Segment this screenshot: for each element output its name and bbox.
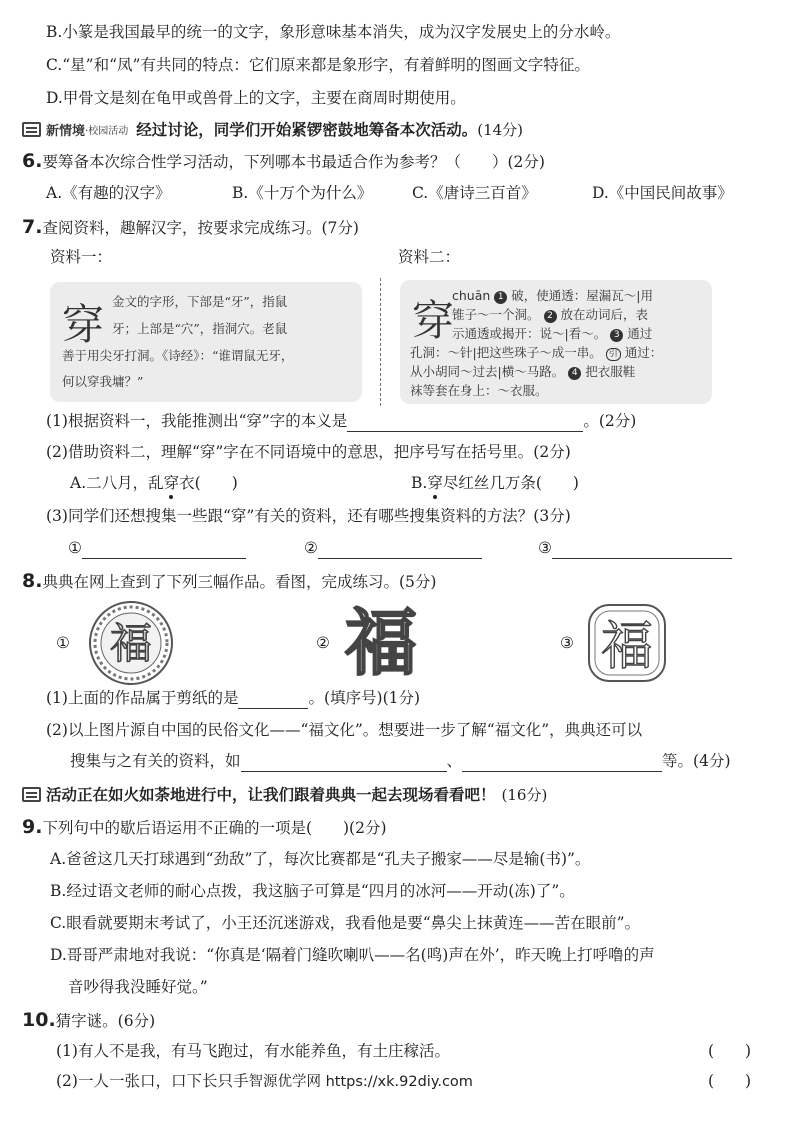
pinyin: chuān	[452, 288, 491, 303]
q9-option-d-cont: 音吵得我没睡好觉。”	[68, 978, 208, 996]
sense-marker: 3	[610, 329, 623, 342]
extended-sense-marker: 引	[606, 348, 621, 361]
material-2-line-5	[410, 362, 635, 381]
material-1-line: 善于用尖牙打洞。《诗经》：“谁谓鼠无牙，	[62, 348, 294, 363]
blank-label: ②	[304, 539, 318, 557]
material-1-line: 何以穿我墉？”	[62, 374, 144, 389]
q10-answer-1[interactable]: ( )	[708, 1042, 752, 1060]
q6-option-a: A.《有趣的汉字》	[46, 184, 171, 202]
sub-question-score: 。(2分)	[583, 412, 637, 430]
question-10	[22, 1009, 155, 1032]
q9-option-c: C.眼看就要期末考试了，小王还沉迷游戏，我看他是要“鼻尖上抹黄连——苦在眼前”。	[50, 914, 641, 932]
q7-sub-2: (2)借助资料二，理解“穿”字在不同语境中的意思，把序号写在括号里。(2分)	[46, 443, 571, 461]
answer-blank[interactable]	[462, 754, 662, 772]
answer-blank[interactable]	[347, 414, 583, 432]
paper-cut-fu-image	[88, 600, 174, 686]
material-1-box	[50, 282, 362, 402]
question-stem: 要筹备本次综合性学习活动，下列哪本书最适合作为参考？（ ）(2分)	[42, 153, 545, 171]
material-2-line-1	[452, 286, 653, 305]
q7-sub-2-b	[411, 472, 579, 494]
question-number: 7.	[22, 216, 43, 238]
answer-blank[interactable]	[318, 541, 482, 559]
emphasized-char: 穿	[163, 474, 180, 492]
material-divider	[380, 278, 381, 406]
tag-new-scenario: 新情境	[46, 123, 86, 139]
tag-campus-activity: ·校园活动	[85, 125, 129, 137]
option-b: B.小篆是我国最早的统一的文字，象形意味基本消失，成为汉字发展史上的分水岭。	[46, 23, 621, 41]
riddle-text: (2)一人一张口，口下长只手	[56, 1072, 249, 1090]
q10-item-1: (1)有人不是我，有马飞跑过，有水能养鱼，有土庄稼活。	[56, 1042, 450, 1060]
seal-fu-image	[586, 602, 668, 684]
q9-option-a: A.爸爸这几天打球遇到“劲敌”了，每次比赛都是“孔夫子搬家——尽是输(书)”。	[50, 850, 591, 868]
material-2-label: 资料二：	[398, 248, 461, 266]
sub-question-score: 。(填序号)(1分)	[308, 689, 421, 707]
q6-option-b: B.《十万个为什么》	[232, 184, 373, 202]
q7-blank-1	[68, 537, 246, 559]
question-7	[22, 216, 359, 239]
material-1-char: 穿	[62, 300, 105, 349]
definition-text: 通过：	[624, 345, 663, 360]
q6-option-c: C.《唐诗三百首》	[412, 184, 537, 202]
emphasized-char: 穿	[427, 474, 443, 492]
calligraphy-fu-image	[338, 598, 424, 682]
question-number: 8.	[22, 570, 43, 592]
definition-text: 孔洞：～针|把这些珠子～成一串。	[410, 345, 602, 360]
q8-sub-2-line-2	[70, 750, 731, 772]
material-1-line: 金文的字形，下部是“牙”，指鼠	[112, 294, 288, 309]
section-banner-2	[22, 783, 547, 805]
q7-sub-2-a	[70, 472, 238, 494]
material-2-box	[400, 280, 712, 404]
question-stem: 下列句中的歇后语运用不正确的一项是( )(2分)	[42, 819, 387, 837]
list-icon	[22, 787, 41, 802]
banner-score: (16分)	[501, 785, 548, 804]
q8-sub-2: (2)以上图片源自中国的民俗文化——“福文化”。想要进一步了解“福文化”，典典还可以	[46, 721, 643, 739]
material-2-line-6: 袜等套在身上：～衣服。	[410, 383, 548, 398]
option-c: C.“星”和“凤”有共同的特点：它们原来都是象形字，有着鲜明的图画文字特征。	[46, 56, 590, 74]
question-9	[22, 816, 387, 839]
definition-text: 放在动词后，表	[560, 307, 648, 322]
art-fu-char: 福	[600, 617, 654, 677]
question-number: 10.	[22, 1009, 56, 1031]
definition-text: 把衣服鞋	[585, 364, 636, 379]
art-fu-char: 福	[109, 619, 153, 668]
answer-blank[interactable]	[238, 691, 308, 709]
material-1-label: 资料一：	[50, 248, 113, 266]
q10-item-2	[56, 1070, 473, 1093]
option-d: D.甲骨文是刻在龟甲或兽骨上的文字，主要在商周时期使用。	[46, 89, 466, 107]
definition-text: 锥子～一个洞。	[452, 307, 540, 322]
material-2-line-3	[452, 324, 652, 343]
question-8	[22, 570, 436, 593]
question-stem: 典典在网上查到了下列三幅作品。看图，完成练习。(5分)	[42, 573, 437, 591]
material-1-line: 牙；上部是“穴”，指洞穴。老鼠	[112, 321, 288, 336]
q6-option-d: D.《中国民间故事》	[592, 184, 733, 202]
answer-paren[interactable]: 尽红丝几万条( )	[442, 474, 579, 492]
list-icon	[22, 122, 41, 137]
banner-text: 活动正在如火如荼地进行中，让我们跟着典典一起去现场看看吧！	[46, 785, 496, 804]
q7-blank-3	[538, 537, 732, 559]
definition-text: 示通透或揭开：说～|看～。	[452, 326, 607, 341]
sub-question-text: 搜集与之有关的资料，如	[70, 752, 241, 770]
q10-answer-2[interactable]: ( )	[708, 1072, 752, 1090]
answer-blank[interactable]	[241, 754, 447, 772]
question-stem: 查阅资料，趣解汉字，按要求完成练习。(7分)	[42, 219, 359, 237]
sub-question-score: 等。(4分)	[662, 752, 731, 770]
material-2-line-4	[410, 343, 662, 362]
banner-text: 经过讨论，同学们开始紧锣密鼓地筹备本次活动。	[136, 120, 478, 139]
q7-sub-1	[46, 410, 636, 432]
question-6	[22, 150, 545, 173]
q9-option-b: B.经过语文老师的耐心点拨，我这脑子可算是“四月的冰河——开动(冻)了”。	[50, 882, 575, 900]
blank-label: ③	[538, 539, 552, 557]
art-label-2: ②	[316, 634, 330, 652]
question-number: 9.	[22, 816, 43, 838]
art-label-1: ①	[56, 634, 70, 652]
definition-text: 从小胡同～过去|横～马路。	[410, 364, 565, 379]
sentence-text: A.二八月，乱	[70, 474, 164, 492]
banner-score: (14分)	[477, 120, 524, 139]
sense-marker: 1	[494, 291, 507, 304]
sense-marker: 4	[568, 367, 581, 380]
question-number: 6.	[22, 150, 43, 172]
q8-sub-1	[46, 687, 420, 709]
sub-question-text: (1)根据资料一，我能推测出“穿”字的本义是	[46, 412, 348, 430]
definition-text: 通过	[627, 326, 653, 341]
material-2-char: 穿	[412, 296, 455, 345]
answer-blank[interactable]	[552, 541, 732, 559]
sentence-text: B.	[411, 474, 428, 492]
q7-blank-2	[304, 537, 482, 559]
separator: 、	[446, 752, 463, 770]
q7-sub-3: (3)同学们还想搜集一些跟“穿”有关的资料，还有哪些搜集资料的方法？(3分)	[46, 507, 571, 525]
q9-option-d: D.哥哥严肃地对我说：“你真是‘隔着门缝吹喇叭——名(鸣)声在外’，昨天晚上打呼噜的声	[50, 946, 655, 964]
section-banner-1	[22, 118, 523, 140]
question-stem: 猜字谜。(6分)	[55, 1012, 156, 1030]
sub-question-text: (1)上面的作品属于剪纸的是	[46, 689, 239, 707]
answer-blank[interactable]	[82, 541, 246, 559]
material-2-line-2	[452, 305, 648, 324]
watermark-text: 智源优学网 https://xk.92diy.com	[248, 1074, 473, 1090]
blank-label: ①	[68, 539, 82, 557]
answer-paren[interactable]: 衣( )	[179, 474, 238, 492]
definition-text: 破，使通透：屋漏瓦～|用	[511, 288, 653, 303]
art-label-3: ③	[560, 634, 574, 652]
sense-marker: 2	[544, 310, 557, 323]
art-fu-char: 福	[344, 600, 418, 682]
